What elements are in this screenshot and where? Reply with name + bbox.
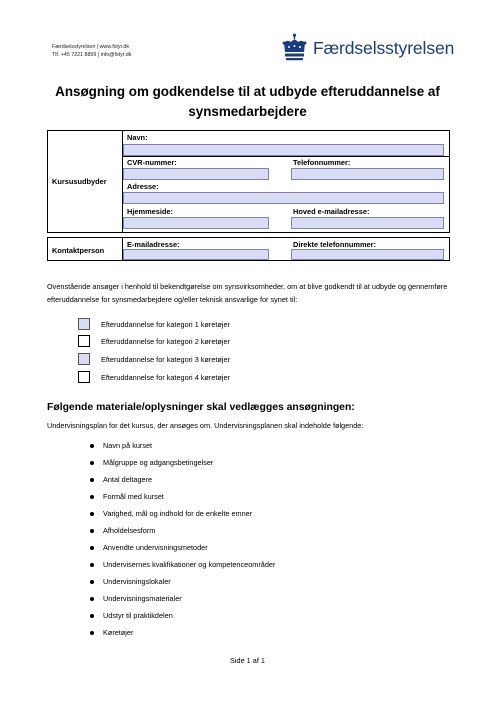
list-item: Anvendte undervisningsmetoder	[90, 539, 275, 556]
section-heading: Følgende materiale/oplysninger skal vedlægges ansøgningen:	[47, 402, 355, 413]
list-item: Navn på kurset	[90, 437, 275, 454]
checkbox[interactable]	[78, 371, 90, 383]
header-org-line: Færdselsstyrelsen | www.fstyr.dk	[52, 44, 130, 50]
email-label: Hoved e-mailadresse:	[293, 207, 370, 216]
header-contact-line: Tlf. +45 7221 8899 | info@fstyr.dk	[52, 52, 132, 58]
title-line-1: Ansøgning om godkendelse til at udbyde efteruddannelse af	[55, 84, 440, 99]
list-item: Afholdelsesform	[90, 522, 275, 539]
list-item: Formål med kurset	[90, 488, 275, 505]
kontakt-telefon-field[interactable]	[291, 249, 444, 260]
email-field[interactable]	[291, 217, 444, 229]
page-number: Side 1 af 1	[230, 656, 265, 665]
list-item: Køretøjer	[90, 624, 275, 641]
header-contact	[52, 43, 131, 59]
title-line-2: synsmedarbejdere	[188, 104, 307, 119]
navn-label: Navn:	[127, 133, 148, 142]
kontakt-email-label: E-mailadresse:	[127, 240, 180, 249]
checkbox-label: Efteruddannelse for kategori 3 køretøjer	[101, 354, 230, 364]
row-divider	[122, 156, 450, 157]
adresse-field[interactable]	[123, 192, 444, 204]
kursusudbyder-label: Kursusudbyder	[52, 177, 107, 186]
navn-field[interactable]	[123, 144, 444, 156]
checkbox-row[interactable]	[78, 370, 230, 384]
checkbox-row[interactable]	[78, 317, 230, 331]
hjemmeside-field[interactable]	[123, 217, 269, 229]
list-item: Målgruppe og adgangsbetingelser	[90, 454, 275, 471]
cvr-label: CVR-nummer:	[127, 158, 177, 167]
checkbox-label: Efteruddannelse for kategori 1 køretøjer	[101, 319, 230, 329]
list-item: Undervisernes kvalifikationer og kompetenceområder	[90, 556, 275, 573]
kontakt-telefon-label: Direkte telefonnummer:	[293, 240, 376, 249]
telefon-field[interactable]	[291, 168, 444, 180]
hjemmeside-label: Hjemmeside:	[127, 207, 174, 216]
page-title	[0, 82, 495, 122]
cvr-field[interactable]	[123, 168, 269, 180]
telefon-label: Telefonnummer:	[293, 158, 351, 167]
checkbox[interactable]	[78, 318, 90, 330]
list-item: Undervisningslokaler	[90, 573, 275, 590]
checkbox-label: Efteruddannelse for kategori 4 køretøjer	[101, 372, 230, 382]
list-item: Udstyr til praktikdelen	[90, 607, 275, 624]
list-item: Undervisningsmaterialer	[90, 590, 275, 607]
checkbox-label: Efteruddannelse for kategori 2 køretøjer	[101, 336, 230, 346]
checkbox[interactable]	[78, 353, 90, 365]
section-text: Undervisningsplan for det kursus, der ansøges om. Undervisningsplanen skal indeholde følgende:	[47, 421, 364, 430]
list-item: Antal deltagere	[90, 471, 275, 488]
intro-paragraph: Ovenstående ansøger i henhold til bekendtgørelse om synsvirksomheder, om at blive godkendt til at udbyde og gennemføre efteruddannelse for synsmedarbejdere og/eller teknisk ansvarlige for synet til:	[47, 282, 448, 304]
logo-text: Færdselsstyrelsen	[313, 37, 455, 58]
list-item: Varighed, mål og indhold for de enkelte emner	[90, 505, 275, 522]
kontaktperson-label: Kontaktperson	[52, 246, 105, 255]
checkbox[interactable]	[78, 335, 90, 347]
checkbox-row[interactable]	[78, 352, 230, 366]
adresse-label: Adresse:	[127, 182, 159, 191]
crown-icon	[281, 33, 308, 63]
checkbox-row[interactable]	[78, 334, 230, 348]
requirements-list	[90, 437, 275, 641]
logo	[281, 31, 454, 65]
kontakt-email-field[interactable]	[123, 249, 269, 260]
